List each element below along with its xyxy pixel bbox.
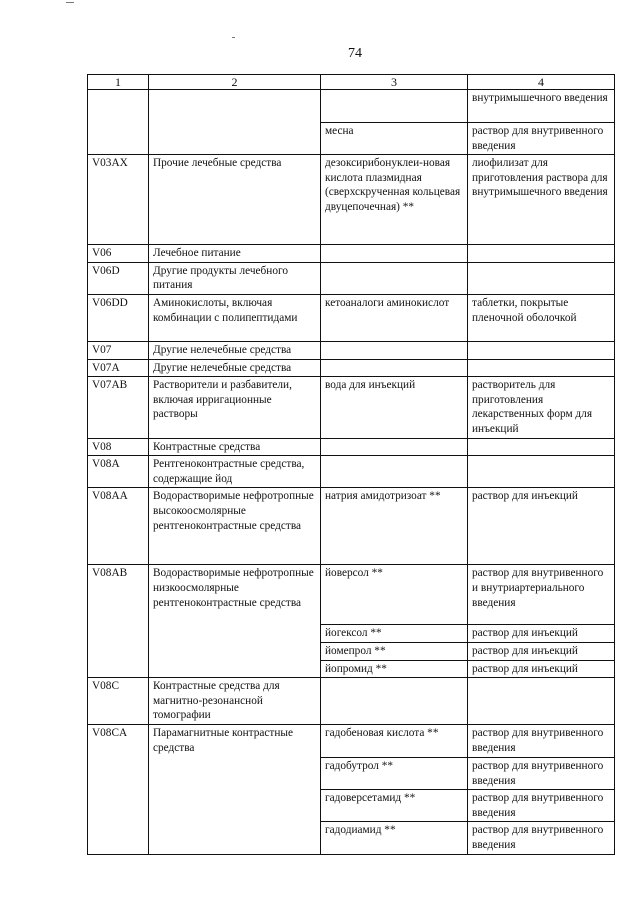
table-row [88,678,615,725]
column-header-3: 3 [321,75,468,90]
group-name-cell: Другие нелечебные средства [149,359,321,377]
dosage-form-cell [468,678,615,725]
dosage-form-cell: раствор для внутривенного введения [468,758,615,790]
substance-cell: дезоксирибонуклеи-новая кислота плазмидная (сверхскрученная кольцевая двуцепочечная) ** [321,155,468,245]
dosage-form-cell: раствор для внутривенного введения [468,790,615,822]
group-name-cell: Лечебное питание [149,245,321,263]
atc-drug-table [87,74,615,855]
table-row [88,262,615,294]
substance-cell: гадобеновая кислота ** [321,725,468,758]
table-row [88,90,615,123]
atc-code-cell: V08A [88,456,149,488]
substance-cell: гадоверсетамид ** [321,790,468,822]
dosage-form-cell [468,456,615,488]
substance-cell [321,359,468,377]
atc-code-cell: V08CA [88,725,149,855]
dosage-form-cell: раствор для внутривенного и внутриартериального введения [468,565,615,625]
group-name-cell: Прочие лечебные средства [149,155,321,245]
table-row [88,438,615,456]
table-row [88,359,615,377]
table-row [88,341,615,359]
group-name-cell: Другие нелечебные средства [149,341,321,359]
substance-cell: йоверсол ** [321,565,468,625]
group-name-cell: Аминокислоты, включая комбинации с полипептидами [149,294,321,341]
dosage-form-cell: раствор для внутривенного введения [468,123,615,155]
group-name-cell: Контрастные средства [149,438,321,456]
substance-cell: месна [321,123,468,155]
dosage-form-cell [468,359,615,377]
atc-code-cell: V06DD [88,294,149,341]
dosage-form-cell [468,438,615,456]
dosage-form-cell: раствор для инъекций [468,642,615,660]
substance-cell [321,90,468,123]
substance-cell: йопромид ** [321,660,468,678]
dosage-form-cell: раствор для внутривенного введения [468,822,615,854]
atc-code-cell: V08AA [88,488,149,565]
atc-code-cell: V08AB [88,565,149,678]
substance-cell [321,678,468,725]
substance-cell [321,245,468,263]
table-header-row [88,75,615,90]
substance-cell: гадодиамид ** [321,822,468,854]
group-name-cell: Растворители и разбавители, включая ирригационные растворы [149,377,321,438]
dosage-form-cell: раствор для инъекций [468,488,615,565]
column-header-2: 2 [149,75,321,90]
dosage-form-cell: раствор для инъекций [468,625,615,643]
group-name-cell: Водорастворимые нефротропные низкоосмолярные рентгеноконтрастные средства [149,565,321,678]
table-row [88,456,615,488]
group-name-cell [149,90,321,155]
atc-code-cell: V07 [88,341,149,359]
atc-code-cell: V06 [88,245,149,263]
dosage-form-cell [468,341,615,359]
dosage-form-cell: лиофилизат для приготовления раствора для внутримышечного введения [468,155,615,245]
page-number: 74 [348,46,362,61]
group-name-cell: Рентгеноконтрастные средства, содержащие йод [149,456,321,488]
group-name-cell: Другие продукты лечебного питания [149,262,321,294]
table-row [88,565,615,625]
table-row [88,488,615,565]
table-row [88,294,615,341]
substance-cell [321,456,468,488]
atc-code-cell: V07AB [88,377,149,438]
scan-speck [232,37,235,38]
dosage-form-cell: внутримышечного введения [468,90,615,123]
dosage-form-cell: раствор для инъекций [468,660,615,678]
substance-cell [321,438,468,456]
substance-cell: йогексол ** [321,625,468,643]
table-row [88,377,615,438]
group-name-cell: Парамагнитные контрастные средства [149,725,321,855]
dosage-form-cell: раствор для внутривенного введения [468,725,615,758]
dosage-form-cell [468,262,615,294]
substance-cell: натрия амидотризоат ** [321,488,468,565]
group-name-cell: Контрастные средства для магнитно-резонансной томографии [149,678,321,725]
dosage-form-cell: таблетки, покрытые пленочной оболочкой [468,294,615,341]
atc-code-cell: V08C [88,678,149,725]
group-name-cell: Водорастворимые нефротропные высокоосмолярные рентгеноконтрастные средства [149,488,321,565]
table-row [88,155,615,245]
substance-cell: гадобутрол ** [321,758,468,790]
scan-speck [66,2,74,3]
atc-code-cell: V07A [88,359,149,377]
dosage-form-cell: растворитель для приготовления лекарственных форм для инъекций [468,377,615,438]
atc-code-cell: V08 [88,438,149,456]
table-row [88,245,615,263]
substance-cell: вода для инъекций [321,377,468,438]
table-row [88,725,615,758]
atc-code-cell: V06D [88,262,149,294]
atc-code-cell: V03AX [88,155,149,245]
column-header-1: 1 [88,75,149,90]
substance-cell: йомепрол ** [321,642,468,660]
substance-cell [321,341,468,359]
atc-code-cell [88,90,149,155]
dosage-form-cell [468,245,615,263]
substance-cell: кетоаналоги аминокислот [321,294,468,341]
column-header-4: 4 [468,75,615,90]
substance-cell [321,262,468,294]
